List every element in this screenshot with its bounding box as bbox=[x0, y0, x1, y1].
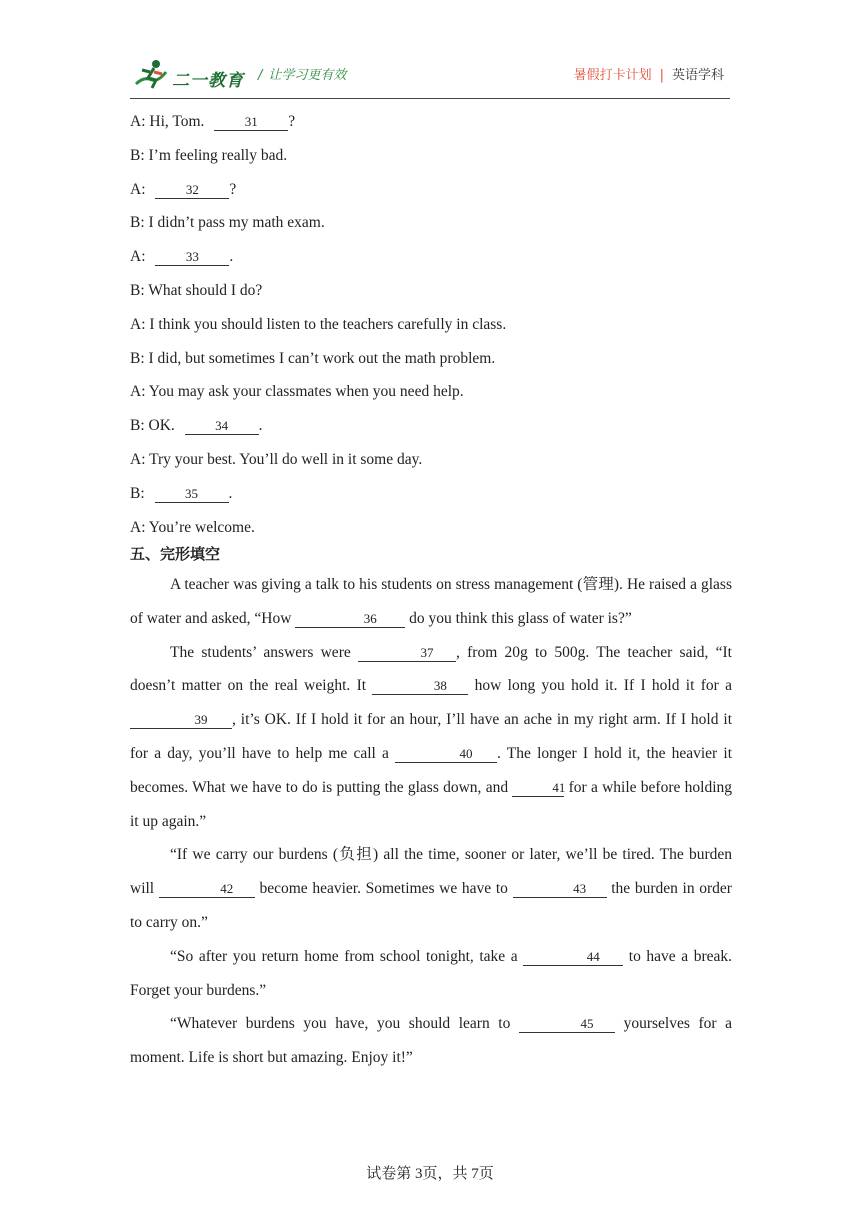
blank-40: 40 bbox=[395, 745, 497, 763]
dialogue-line bbox=[130, 480, 732, 514]
dialogue-line bbox=[130, 345, 732, 379]
blank-41: 41 bbox=[512, 779, 564, 797]
runner-logo-icon bbox=[132, 58, 172, 90]
dialogue-text: A: I think you should listen to the teachers carefully in class. bbox=[130, 315, 507, 333]
subject-label: 英语学科 bbox=[671, 68, 724, 83]
dialogue-text: B: I’m feeling really bad. bbox=[130, 146, 288, 164]
section-title: 五、完形填空 bbox=[130, 545, 221, 563]
dialogue-text: A: bbox=[130, 248, 150, 266]
slogan-separator: / bbox=[258, 68, 263, 83]
dialogue-text: A: You’re welcome. bbox=[130, 518, 255, 536]
blank-38: 38 bbox=[372, 677, 468, 695]
blank-43: 43 bbox=[513, 880, 607, 898]
page-footer: 试卷第 3页，共 7页 bbox=[366, 1166, 494, 1182]
paragraph-1 bbox=[130, 568, 732, 636]
logo bbox=[132, 58, 244, 90]
text: , from 20g to 500g. The teacher said, “It doesn’t matter on the real weight. It bbox=[130, 643, 732, 695]
text: “So after you return home from school tonight, take a bbox=[170, 947, 524, 965]
slogan-text: 让学习更有效 bbox=[268, 68, 347, 83]
blank-45: 45 bbox=[519, 1015, 615, 1033]
dialogue-text: B: What should I do? bbox=[130, 281, 263, 299]
dialogue-punct: . bbox=[229, 248, 234, 266]
dialogue-punct: . bbox=[228, 484, 233, 502]
dialogue-text: B: I didn’t pass my math exam. bbox=[130, 214, 325, 232]
text: “Whatever burdens you have, you should learn to bbox=[170, 1015, 519, 1033]
page-header bbox=[130, 52, 730, 99]
header-divider: | bbox=[659, 68, 664, 83]
dialogue-line bbox=[130, 277, 732, 311]
slogan bbox=[258, 64, 346, 83]
plan-label: 暑假打卡计划 bbox=[573, 68, 652, 83]
dialogue-line bbox=[130, 176, 732, 210]
dialogue-section bbox=[130, 108, 732, 547]
text: , it’s OK. If I hold it for an hour, I’ll have an ache in my right arm. If I hold it for a day, you’ll have to help me call a bbox=[130, 711, 732, 762]
dialogue-line bbox=[130, 311, 732, 345]
blank-34: 34 bbox=[185, 417, 259, 435]
text: to have a break. Forget your burdens.” bbox=[130, 947, 733, 999]
blank-31: 31 bbox=[214, 113, 288, 131]
blank-35: 35 bbox=[155, 485, 229, 503]
dialogue-text: A: Try your best. You’ll do well in it some day. bbox=[130, 450, 423, 468]
dialogue-text: A: bbox=[130, 180, 150, 198]
text: A teacher was giving a talk to his students on stress management (管理). He raised a glass of water and asked, “How bbox=[130, 576, 732, 627]
dialogue-text: B: bbox=[130, 484, 149, 502]
dialogue-text: B: I did, but sometimes I can’t work out the math problem. bbox=[130, 349, 496, 367]
dialogue-line bbox=[130, 514, 732, 548]
blank-33: 33 bbox=[155, 248, 229, 266]
dialogue-line bbox=[130, 412, 732, 446]
blank-32: 32 bbox=[155, 181, 229, 199]
blank-36: 36 bbox=[295, 610, 405, 628]
text: The students’ answers were bbox=[170, 643, 358, 661]
header-right bbox=[574, 64, 724, 83]
text: “If we carry our burdens (负担) all the time, sooner or later, we’ll be tired. The burden will bbox=[130, 846, 732, 898]
dialogue-punct: . bbox=[258, 417, 263, 435]
text: the burden in order to carry on.” bbox=[130, 880, 732, 931]
blank-39: 39 bbox=[130, 711, 232, 729]
paragraph-2 bbox=[130, 636, 732, 839]
dialogue-line bbox=[130, 446, 732, 480]
paragraph-4 bbox=[130, 940, 732, 1008]
text: do you think this glass of water is?” bbox=[405, 609, 632, 627]
text: become heavier. Sometimes we have to bbox=[254, 880, 513, 898]
dialogue-text: A: Hi, Tom. bbox=[130, 113, 209, 130]
blank-44: 44 bbox=[523, 948, 623, 966]
dialogue-line bbox=[130, 209, 732, 243]
dialogue-punct: ? bbox=[288, 113, 296, 130]
dialogue-text: A: You may ask your classmates when you need help. bbox=[130, 383, 464, 401]
cloze-passage bbox=[130, 568, 732, 1075]
dialogue-line bbox=[130, 108, 732, 142]
paragraph-3 bbox=[130, 838, 732, 939]
dialogue-text: B: OK. bbox=[130, 417, 179, 435]
text: how long you hold it. If I hold it for a bbox=[468, 677, 732, 695]
dialogue-line bbox=[130, 142, 732, 176]
dialogue-punct: ? bbox=[229, 180, 237, 198]
blank-37: 37 bbox=[358, 644, 456, 662]
paragraph-5 bbox=[130, 1007, 732, 1075]
logo-text: 二一教育 bbox=[172, 71, 244, 91]
blank-42: 42 bbox=[159, 880, 255, 898]
dialogue-line bbox=[130, 243, 732, 277]
text: . The longer I hold it, the heavier it becomes. What we have to do is putting the glass down, and bbox=[130, 744, 732, 796]
dialogue-line bbox=[130, 378, 732, 412]
text: yourselves for a moment. Life is short but amazing. Enjoy it!” bbox=[130, 1015, 732, 1067]
text: for a while before holding it up again.” bbox=[130, 778, 732, 830]
